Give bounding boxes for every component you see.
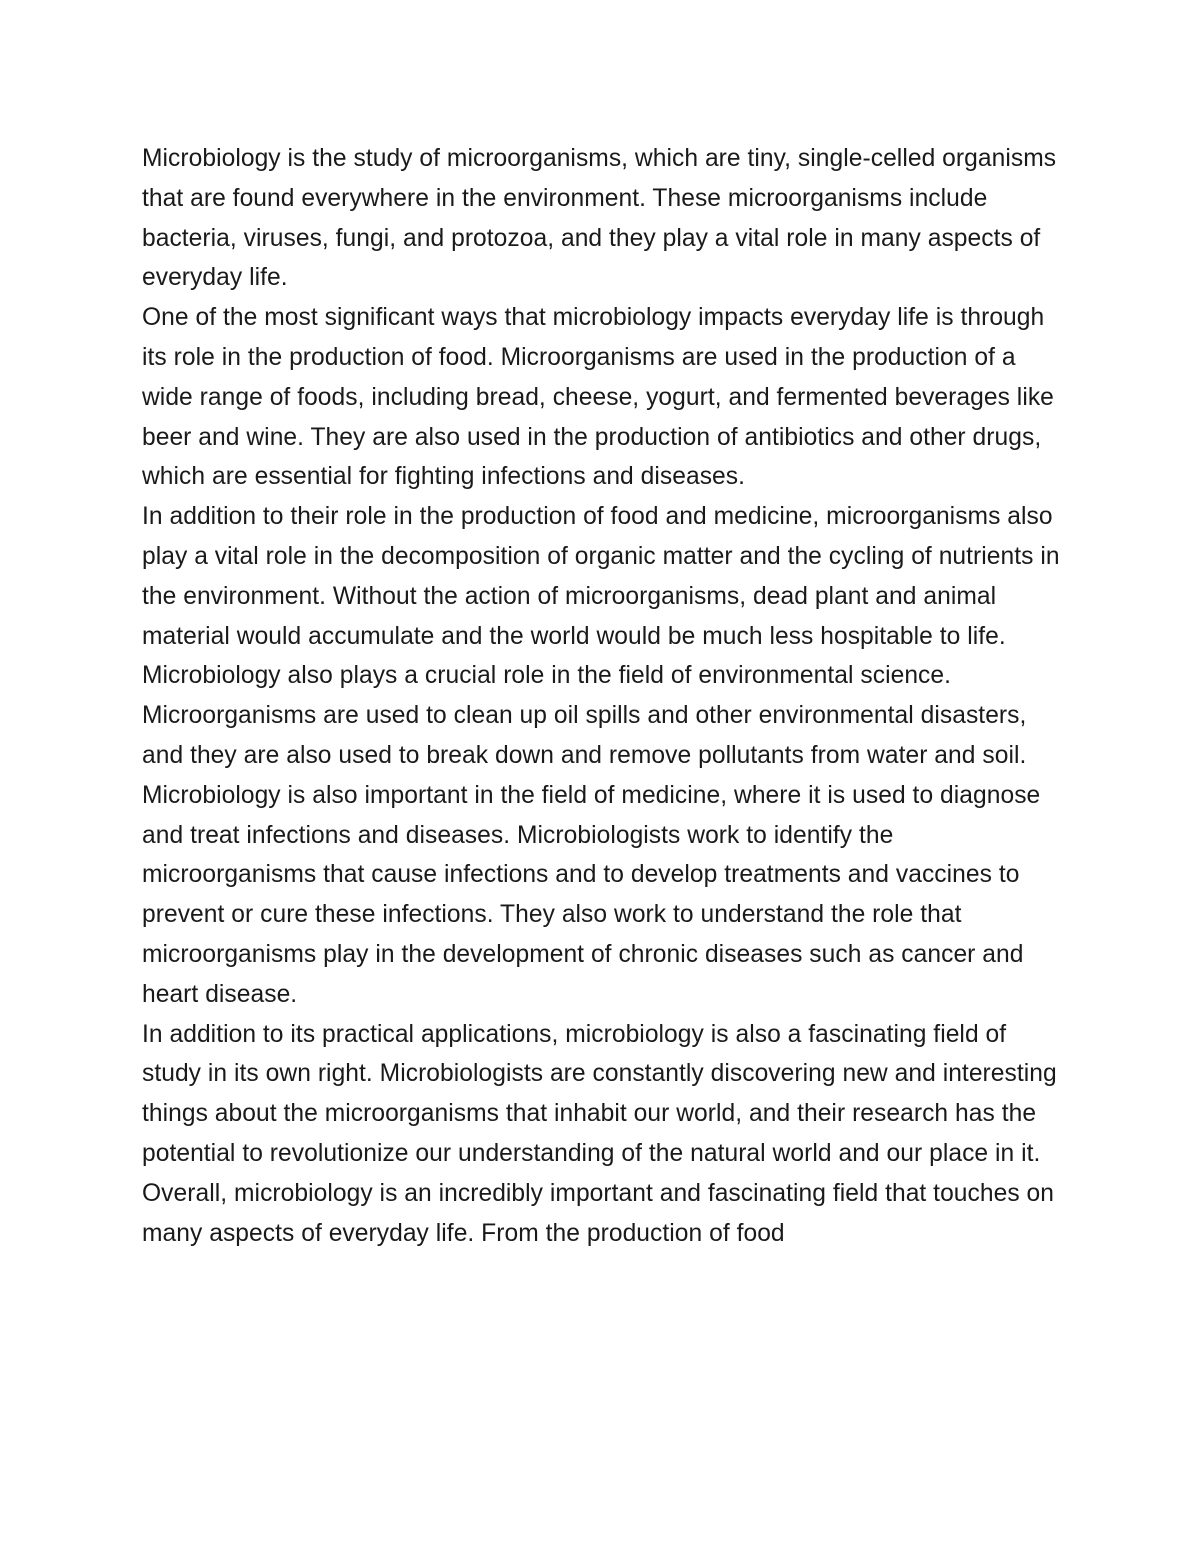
paragraph-research: In addition to its practical applications, microbiology is also a fascinating field of study in its own right. Microbiologists are constantly discovering new and interesting things about the microorganisms that inhabit our world, and their research has the potential to revolutionize our understanding of the natural world and our place in it.	[142, 1020, 1057, 1167]
paragraph-intro: Microbiology is the study of microorganisms, which are tiny, single-celled organisms that are found everywhere in the environment. These microorganisms include bacteria, viruses, fungi, and protozoa, and they play a vital role in many aspects of everyday life.	[142, 145, 1057, 292]
paragraph-environmental-science: Microbiology also plays a crucial role in the field of environmental science. Microorganisms are used to clean up oil spills and other environmental disasters, and they are also used to break down and remove pollutants from water and soil.	[142, 662, 1027, 769]
paragraph-medicine: Microbiology is also important in the field of medicine, where it is used to diagnose and treat infections and diseases. Microbiologists work to identify the microorganisms that cause infections and to develop treatments and vaccines to prevent or cure these infections. They also work to understand the role that microorganisms play in the development of chronic diseases such as cancer and heart disease.	[142, 781, 1041, 1008]
paragraph-food-production: One of the most significant ways that microbiology impacts everyday life is through its role in the production of food. Microorganisms are used in the production of a wide range of foods, including bread, cheese, yogurt, and fermented beverages like beer and wine. They are also used in the production of antibiotics and other drugs, which are essential for fighting infections and diseases.	[142, 304, 1054, 491]
paragraph-decomposition: In addition to their role in the production of food and medicine, microorganisms also play a vital role in the decomposition of organic matter and the cycling of nutrients in the environment. Without the action of microorganisms, dead plant and animal material would accumulate and the world would be much less hospitable to life.	[142, 503, 1060, 650]
paragraph-overall: Overall, microbiology is an incredibly important and fascinating field that touches on many aspects of everyday life. From the production of food	[142, 1179, 1055, 1247]
document-body	[142, 139, 1072, 1253]
